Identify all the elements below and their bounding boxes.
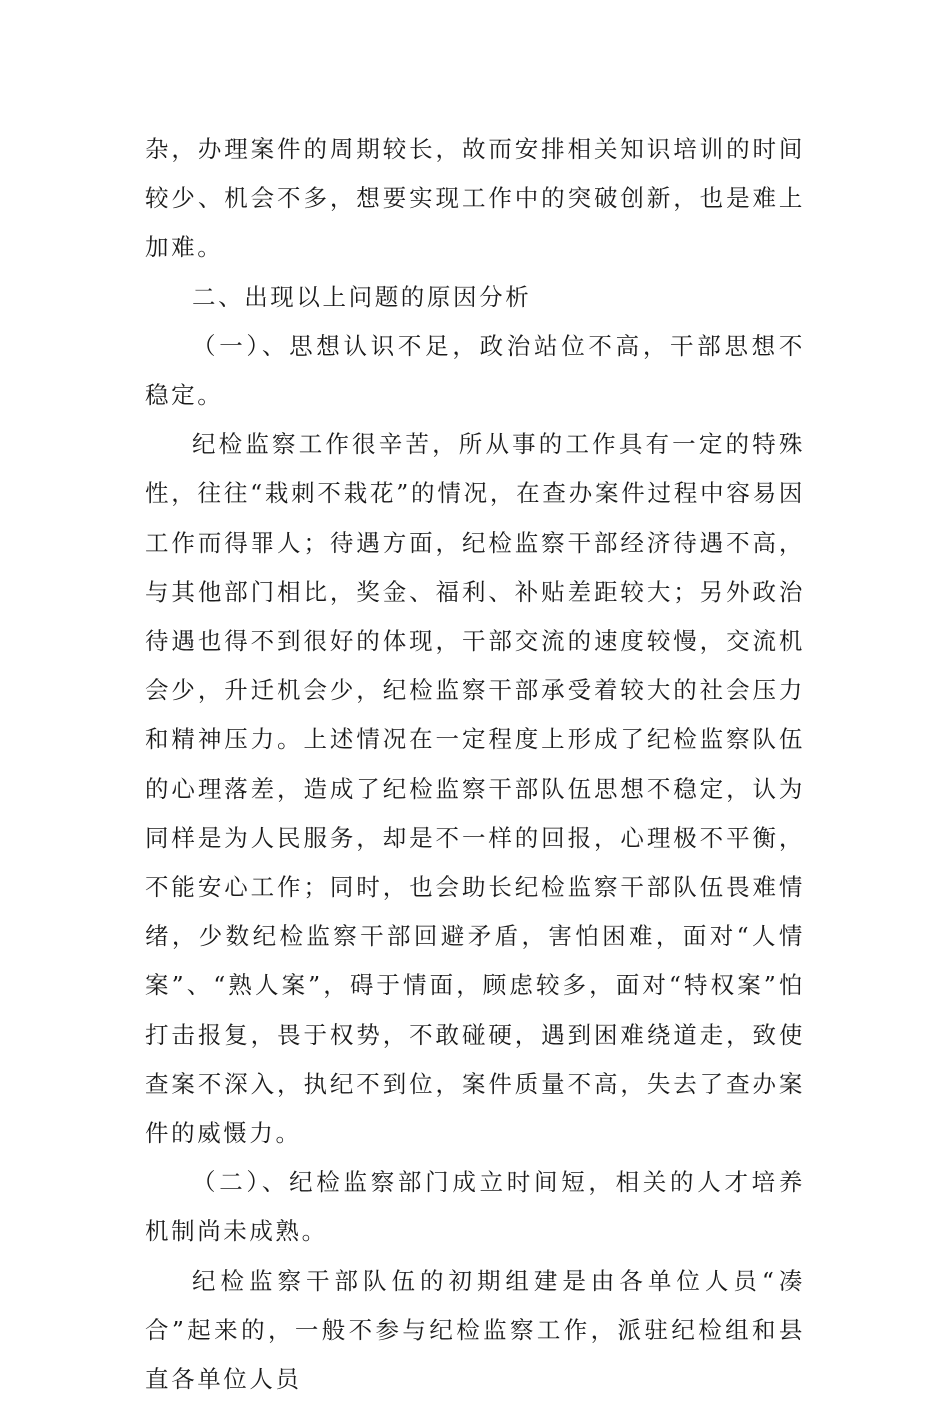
- document-body: [145, 125, 805, 1404]
- paragraph-body-one: 纪检监察工作很辛苦，所从事的工作具有一定的特殊性，往往“栽刺不栽花”的情况，在查办案件过程中容易因工作而得罪人；待遇方面，纪检监察干部经济待遇不高，与其他部门相比，奖金、福利、补贴差距较大；另外政治待遇也得不到很好的体现，干部交流的速度较慢，交流机会少，升迁机会少，纪检监察干部承受着较大的社会压力和精神压力。上述情况在一定程度上形成了纪检监察队伍的心理落差，造成了纪检监察干部队伍思想不稳定，认为同样是为人民服务，却是不一样的回报，心理极不平衡，不能安心工作；同时，也会助长纪检监察干部队伍畏难情绪，少数纪检监察干部回避矛盾，害怕困难，面对“人情案”、“熟人案”，碍于情面，顾虑较多，面对“特权案”怕打击报复，畏于权势，不敢碰硬，遇到困难绕道走，致使查案不深入，执纪不到位，案件质量不高，失去了查办案件的威慑力。: [145, 430, 805, 1148]
- section-heading-cause-analysis: 二、出现以上问题的原因分析: [192, 282, 532, 311]
- paragraph-continuation: 杂，办理案件的周期较长，故而安排相关知识培训的时间较少、机会不多，想要实现工作中的突破创新，也是难上加难。: [145, 135, 805, 262]
- paragraph-body-two: 纪检监察干部队伍的初期组建是由各单位人员“凑合”起来的，一般不参与纪检监察工作，派驻纪检组和县直各单位人员: [145, 1266, 805, 1394]
- subheading-two: （二）、纪检监察部门成立时间短，相关的人才培养机制尚未成熟。: [145, 1168, 805, 1246]
- subheading-one: （一）、思想认识不足，政治站位不高，干部思想不稳定。: [145, 331, 805, 410]
